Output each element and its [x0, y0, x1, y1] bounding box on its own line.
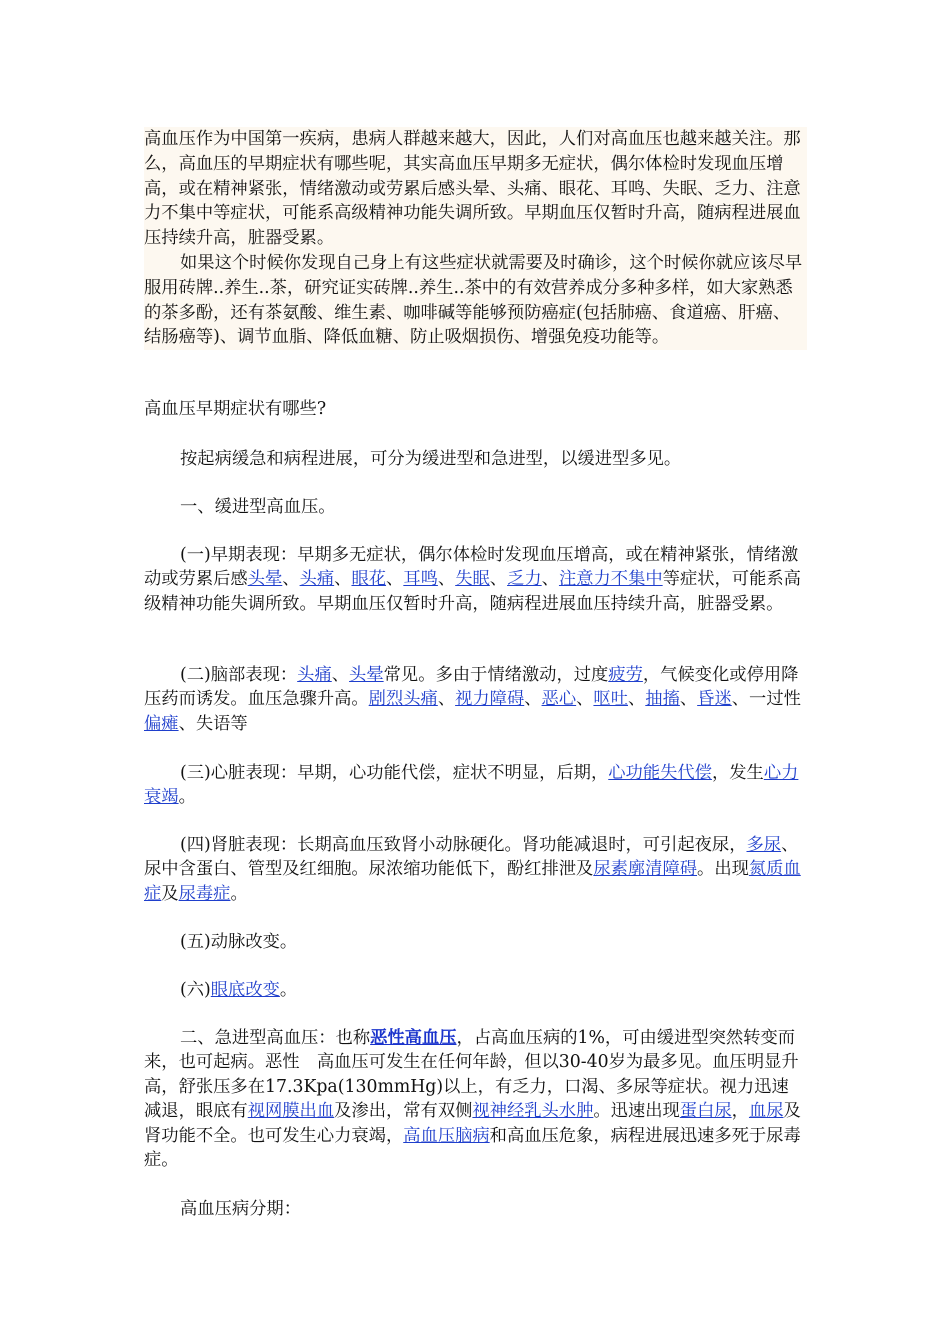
brain-symptoms-paragraph: [144, 663, 804, 736]
link-fatigue[interactable]: 乏力: [507, 569, 542, 590]
text: 、: [541, 569, 559, 590]
staging-heading: 高血压病分期：: [180, 1199, 301, 1219]
text: 。出现: [697, 859, 749, 880]
text: 等症状，可能系高级精神功能失调所致。早期血压仅暂时升高，随病程进展血压持续升高，脏器受累。: [144, 569, 801, 614]
link-hypertensive-encephalopathy[interactable]: 高血压脑病: [403, 1125, 490, 1146]
section1-title: 一、缓进型高血压。: [180, 497, 336, 517]
text: 。: [230, 883, 248, 904]
text: 及肾功能不全。也可发生心力衰竭，: [144, 1101, 801, 1146]
text: 、: [437, 569, 456, 590]
text: 、: [628, 689, 646, 710]
link-uremia[interactable]: 尿毒症: [178, 883, 231, 904]
text: 、: [489, 569, 508, 590]
text: (四)肾脏表现：长期高血压致肾小动脉硬化。肾功能减退时，可引起夜尿，: [180, 835, 747, 855]
link-insomnia[interactable]: 失眠: [455, 569, 490, 590]
link-convulsion[interactable]: 抽搐: [645, 689, 680, 710]
early-symptoms-paragraph: [144, 543, 804, 616]
text: 。: [178, 787, 196, 808]
link-heart-decompensation[interactable]: 心功能失代偿: [608, 763, 712, 783]
text: (一)早期表现：早期多无症状，偶尔体检时发现血压增高，或在精神紧张，情绪激动或劳累后感: [144, 545, 799, 590]
heart-symptoms-paragraph: [144, 761, 804, 810]
artery-changes: (五)动脉改变。: [180, 932, 298, 952]
intro-highlight-block: [144, 127, 807, 350]
link-retinal-hemorrhage[interactable]: 视网膜出血: [247, 1101, 335, 1122]
link-exhaustion[interactable]: 疲劳: [608, 665, 643, 685]
text: 、: [524, 689, 542, 710]
text: 。迅速出现: [593, 1101, 680, 1122]
text: ，占高血压病的1%，可由缓进型突然转变而来，也可起病。恶性 高血压可发生在任何年龄，但以30-40岁为最多见。血压明显升高，舒张压多在17.3Kpa(130mmHg)以上，有乏力，口渴、多尿等症状。视力迅速减退，眼底有: [144, 1028, 799, 1122]
text: 、失语等: [178, 713, 248, 734]
text: 常见。多由于情绪激动，过度: [383, 665, 609, 685]
text: 二、急进型高血压：也称: [180, 1028, 371, 1048]
link-urea-clearance[interactable]: 尿素廓清障碍: [593, 859, 698, 880]
link-polyuria[interactable]: 多尿: [746, 835, 782, 855]
classification-paragraph: 按起病缓急和病程进展，可分为缓进型和急进型，以缓进型多见。: [180, 449, 682, 469]
text: 、: [282, 569, 300, 590]
link-coma[interactable]: 昏迷: [697, 689, 732, 710]
link-blurred-vision[interactable]: 眼花: [351, 569, 387, 590]
link-headache[interactable]: 头痛: [299, 569, 335, 590]
text: 、: [437, 689, 456, 710]
link-fundus-changes[interactable]: 眼底改变: [210, 980, 280, 1000]
text: 、: [576, 689, 594, 710]
link-dizziness-2[interactable]: 头晕: [349, 665, 384, 685]
link-heart-failure[interactable]: 心力衰竭: [144, 763, 799, 808]
link-headache-2[interactable]: 头痛: [297, 665, 332, 685]
link-hematuria[interactable]: 血尿: [748, 1101, 784, 1122]
text: ，发生: [711, 763, 764, 783]
text: 、: [331, 665, 350, 685]
intro-paragraph-2: 如果这个时候你发现自己身上有这些症状就需要及时确诊，这个时候你就应该尽早服用砖牌..养生..茶，研究证实砖牌..养生..茶中的有效营养成分多种多样，如大家熟悉的茶多酚，还有茶氨酸、维生素、咖啡碱等能够预防癌症(包括肺癌、食道癌、肝癌、结肠癌等)、调节血脂、降低血糖、防止吸烟损伤、增强免疫功能等。: [144, 252, 803, 348]
link-severe-headache[interactable]: 剧烈头痛: [368, 689, 438, 710]
text: (三)心脏表现：早期，心功能代偿，症状不明显，后期，: [180, 763, 609, 783]
text: ，: [731, 1101, 749, 1122]
link-inattention[interactable]: 注意力不集中: [558, 569, 663, 590]
link-vomiting[interactable]: 呕吐: [593, 689, 628, 710]
text: 、: [679, 689, 698, 710]
link-azotemia[interactable]: 氮质血症: [144, 859, 801, 904]
kidney-symptoms-paragraph: [144, 833, 804, 906]
link-papilledema[interactable]: 视神经乳头水肿: [472, 1101, 594, 1122]
fundus-changes: [144, 978, 804, 1002]
link-hemiplegia[interactable]: 偏瘫: [144, 713, 179, 734]
text: 及: [161, 883, 179, 904]
text: 及渗出，常有双侧: [334, 1101, 473, 1122]
acute-hypertension-paragraph: [144, 1026, 804, 1172]
link-proteinuria[interactable]: 蛋白尿: [679, 1101, 732, 1122]
link-malignant-hypertension[interactable]: 恶性高血压: [370, 1028, 457, 1048]
link-dizziness[interactable]: 头晕: [247, 569, 283, 590]
text: (六): [180, 980, 211, 1000]
text: ，气候变化或停用降压药而诱发。血压急骤升高。: [144, 665, 799, 710]
link-nausea[interactable]: 恶心: [541, 689, 577, 710]
link-vision-disorder[interactable]: 视力障碍: [455, 689, 525, 710]
text: 、: [386, 569, 404, 590]
text: (二)脑部表现：: [180, 665, 298, 685]
link-tinnitus[interactable]: 耳鸣: [403, 569, 438, 590]
text: 和高血压危象，病程进展迅速多死于尿毒症。: [144, 1125, 801, 1171]
text: 、尿中含蛋白、管型及红细胞。尿浓缩功能低下，酚红排泄及: [144, 835, 799, 880]
intro-paragraph-1: 高血压作为中国第一疾病，患病人群越来越大，因此，人们对高血压也越来越关注。那么，高血压的早期症状有哪些呢，其实高血压早期多无症状，偶尔体检时发现血压增高，或在精神紧张，情绪激动或劳累后感头晕、头痛、眼花、耳鸣、失眠、乏力、注意力不集中等症状，可能系高级精神功能失调所致。早期血压仅暂时升高，随病程进展血压持续升高，脏器受累。: [144, 129, 801, 249]
section-heading: 高血压早期症状有哪些?: [144, 399, 327, 419]
text: 、一过性: [731, 689, 801, 710]
text: 。: [279, 980, 298, 1000]
text: 、: [334, 569, 352, 590]
